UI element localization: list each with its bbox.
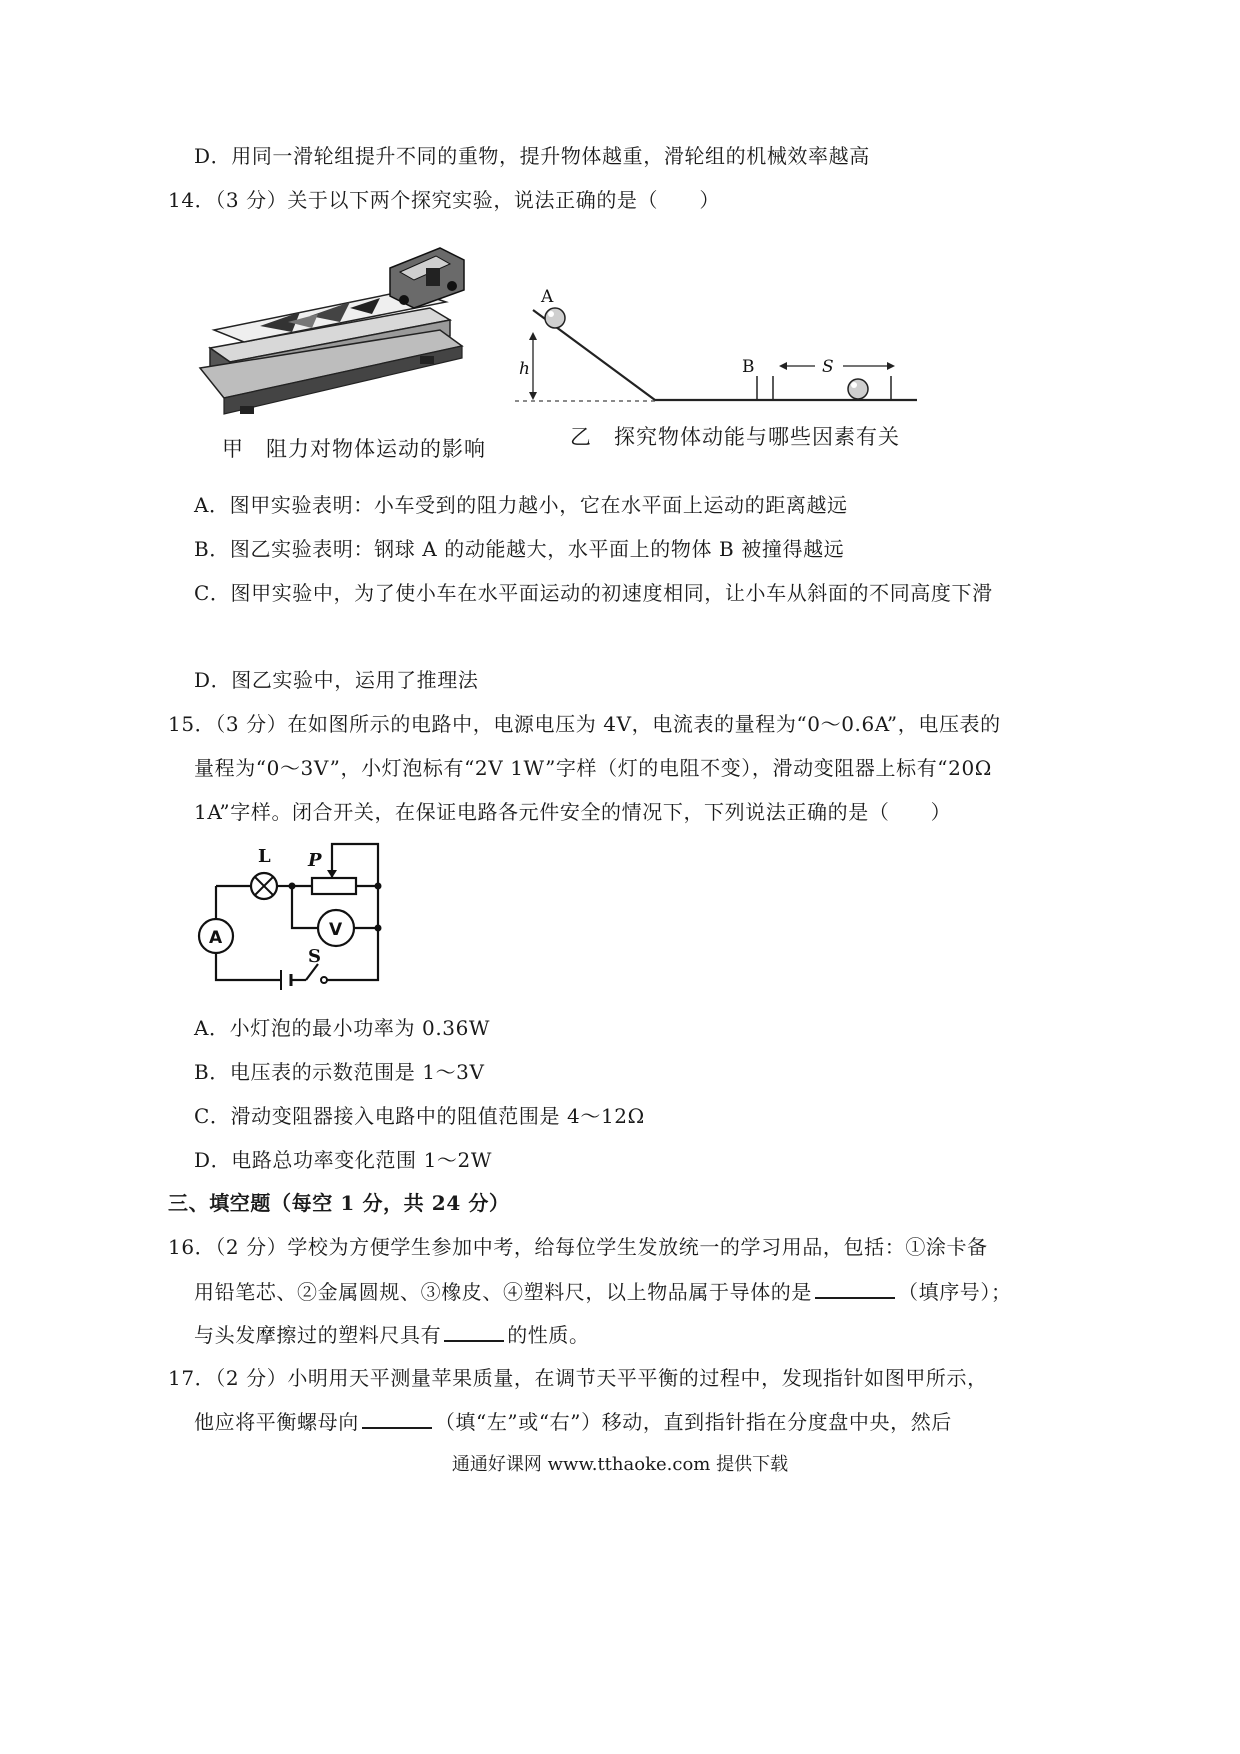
q17-answer-blank-1[interactable] [362, 1409, 432, 1429]
label-h: h [519, 359, 530, 379]
circuit-label-a: A [209, 928, 223, 948]
label-s: S [822, 357, 834, 377]
q17-line2 [194, 1409, 952, 1434]
q16-answer-blank-2[interactable] [444, 1322, 504, 1342]
circuit-label-v: V [329, 920, 343, 940]
q15-stem-line3: 1A”字样。闭合开关，在保证电路各元件安全的情况下，下列说法正确的是（ ） [194, 800, 952, 824]
q15-option-b: B．电压表的示数范围是 1～3V [194, 1060, 485, 1084]
q13-option-d: D．用同一滑轮组提升不同的重物，提升物体越重，滑轮组的机械效率越高 [194, 144, 870, 168]
figure-jia-caption: 甲 阻力对物体运动的影响 [222, 437, 486, 461]
label-a: A [541, 287, 554, 307]
q16-line2 [194, 1279, 1012, 1304]
q16-line3 [194, 1322, 590, 1347]
q15-option-a: A．小灯泡的最小功率为 0.36W [194, 1016, 491, 1040]
q16-line3-tail: 的性质。 [507, 1323, 590, 1347]
q14-option-a: A．图甲实验表明：小车受到的阻力越小，它在水平面上运动的距离越远 [194, 493, 848, 517]
q16-answer-blank-1[interactable] [815, 1279, 895, 1299]
figure-jia-cart-ramp [200, 238, 480, 418]
figure-yi-incline [515, 280, 925, 415]
q15-stem-line2: 量程为“0～3V”，小灯泡标有“2V 1W”字样（灯的电阻不变），滑动变阻器上标有“20Ω [194, 756, 992, 780]
page-footer: 通通好课网 www.tthaoke.com 提供下载 [451, 1454, 789, 1475]
q16-line3-text: 与头发摩擦过的塑料尺具有 [194, 1323, 442, 1347]
q17-line2-text: 他应将平衡螺母向 [194, 1410, 359, 1434]
q15-option-c: C．滑动变阻器接入电路中的阻值范围是 4～12Ω [194, 1104, 645, 1128]
q16-line1: 16．（2 分）学校为方便学生参加中考，给每位学生发放统一的学习用品，包括：①涂卡备 [168, 1235, 988, 1259]
q14-option-d: D．图乙实验中，运用了推理法 [194, 668, 479, 692]
q16-line2-text: 用铅笔芯、②金属圆规、③橡皮、④塑料尺，以上物品属于导体的是 [194, 1280, 812, 1304]
circuit-label-s: S [308, 946, 321, 967]
q14-stem: 14．（3 分）关于以下两个探究实验，说法正确的是（ ） [168, 188, 720, 212]
figure-yi-caption: 乙 探究物体动能与哪些因素有关 [570, 425, 900, 449]
q15-option-d: D．电路总功率变化范围 1～2W [194, 1148, 492, 1172]
circuit-label-p: P [308, 850, 322, 871]
q14-option-b: B．图乙实验表明：钢球 A 的动能越大，水平面上的物体 B 被撞得越远 [194, 537, 845, 561]
label-b: B [742, 357, 755, 377]
q17-line2-tail: （填“左”或“右”）移动，直到指针指在分度盘中央，然后 [434, 1410, 952, 1434]
q14-option-c: C．图甲实验中，为了使小车在水平面运动的初速度相同，让小车从斜面的不同高度下滑 [194, 581, 993, 605]
circuit-label-l: L [258, 846, 271, 867]
q15-circuit-diagram [196, 840, 396, 1000]
q17-line1: 17．（2 分）小明用天平测量苹果质量，在调节天平平衡的过程中，发现指针如图甲所示， [168, 1366, 988, 1390]
section3-title: 三、填空题（每空 1 分，共 24 分） [168, 1191, 510, 1215]
q15-stem-line1: 15．（3 分）在如图所示的电路中，电源电压为 4V，电流表的量程为“0～0.6A”，电压表的 [168, 712, 1001, 736]
q16-line2-tail: （填序号）； [898, 1280, 1012, 1304]
